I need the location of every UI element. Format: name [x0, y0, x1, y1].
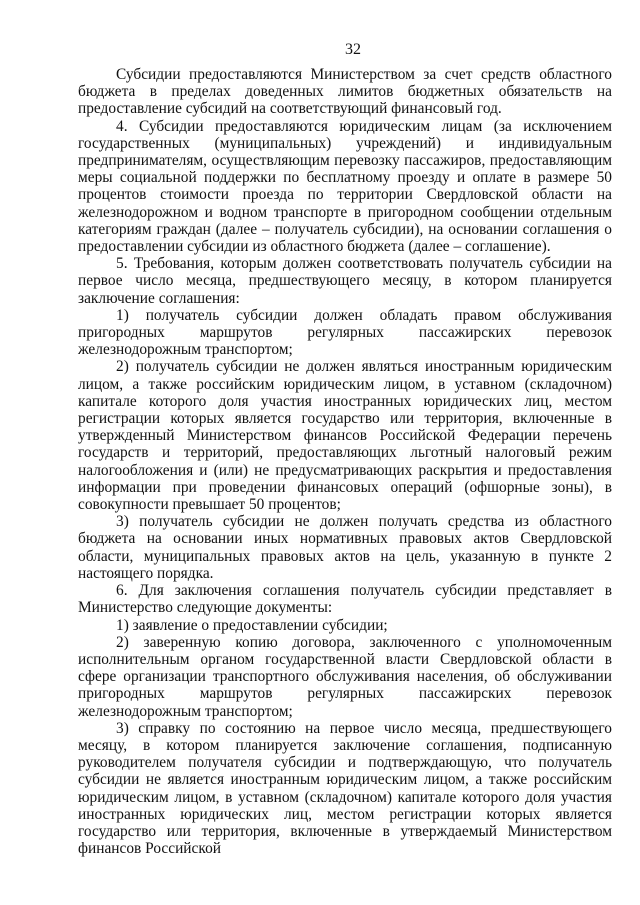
- paragraph-item-6-2: 2) заверенную копию договора, заключенного с уполномоченным исполнительным органом государственной власти Свердловской области в сфере организации транспортного обслуживания населения, об обслуживании пригородных маршрутов регулярных пассажирских перевозок железнодорожным транспортом;: [78, 633, 612, 720]
- paragraph-subsidies-budget: Субсидии предоставляются Министерством за счет средств областного бюджета в пределах доведенных лимитов бюджетных обязательств на предоставление субсидий на соответствующий финансовый год.: [78, 66, 612, 118]
- paragraph-item-6-1: 1) заявление о предоставлении субсидии;: [116, 616, 388, 634]
- paragraph-item-5-3: 3) получатель субсидии не должен получать средства из областного бюджета на основании иных нормативных правовых актов Свердловской области, муниципальных правовых актов на цель, указанную в пункте 2 настоящего порядка.: [78, 513, 612, 582]
- paragraph-item-5: 5. Требования, которым должен соответствовать получатель субсидии на первое число месяца, предшествующего месяцу, в котором планируется заключение соглашения:: [78, 255, 612, 307]
- document-page: [78, 40, 612, 857]
- paragraph-item-5-2: 2) получатель субсидии не должен являться иностранным юридическим лицом, а также российским юридическим лицом, в уставном (складочном) капитале которого доля участия иностранных юридических лиц, местом регистрации которых является государство или территория, включенные в утвержденный Министерством финансов Российской Федерации перечень государств и территорий, предоставляющих льготный налоговый режим налогообложения и (или) не предусматривающих раскрытия и предоставления информации при проведении финансовых операций (офшорные зоны), в совокупности превышает 50 процентов;: [78, 358, 612, 514]
- page-number: 32: [345, 41, 361, 58]
- paragraph-item-5-1: 1) получатель субсидии должен обладать правом обслуживания пригородных маршрутов регулярных пассажирских перевозок железнодорожным транспортом;: [78, 306, 612, 359]
- paragraph-item-4: 4. Субсидии предоставляются юридическим лицам (за исключением государственных (муниципальных) учреждений) и индивидуальным предпринимателям, осуществляющим перевозку пассажиров, предоставляющим меры социальной поддержки по бесплатному проезду и оплате в размере 50 процентов стоимости проезда по территории Свердловской области на железнодорожном и водном транспорте в пригородном сообщении отдельным категориям граждан (далее – получатель субсидии), на основании соглашения о предоставлении субсидии из областного бюджета (далее – соглашение).: [78, 117, 612, 256]
- paragraph-item-6-3: 3) справку по состоянию на первое число месяца, предшествующего месяцу, в котором планируется заключение соглашения, подписанную руководителем получателя субсидии и подтверждающую, что получатель субсидии не является иностранным юридическим лицом, а также российским юридическим лицом, в уставном (складочном) капитале которого доля участия иностранных юридических лиц, местом регистрации которых является государство или территория, включенные в утверждаемый Министерством финансов Российской: [78, 719, 612, 858]
- paragraph-item-6: 6. Для заключения соглашения получатель субсидии представляет в Министерство следующие документы:: [78, 582, 612, 617]
